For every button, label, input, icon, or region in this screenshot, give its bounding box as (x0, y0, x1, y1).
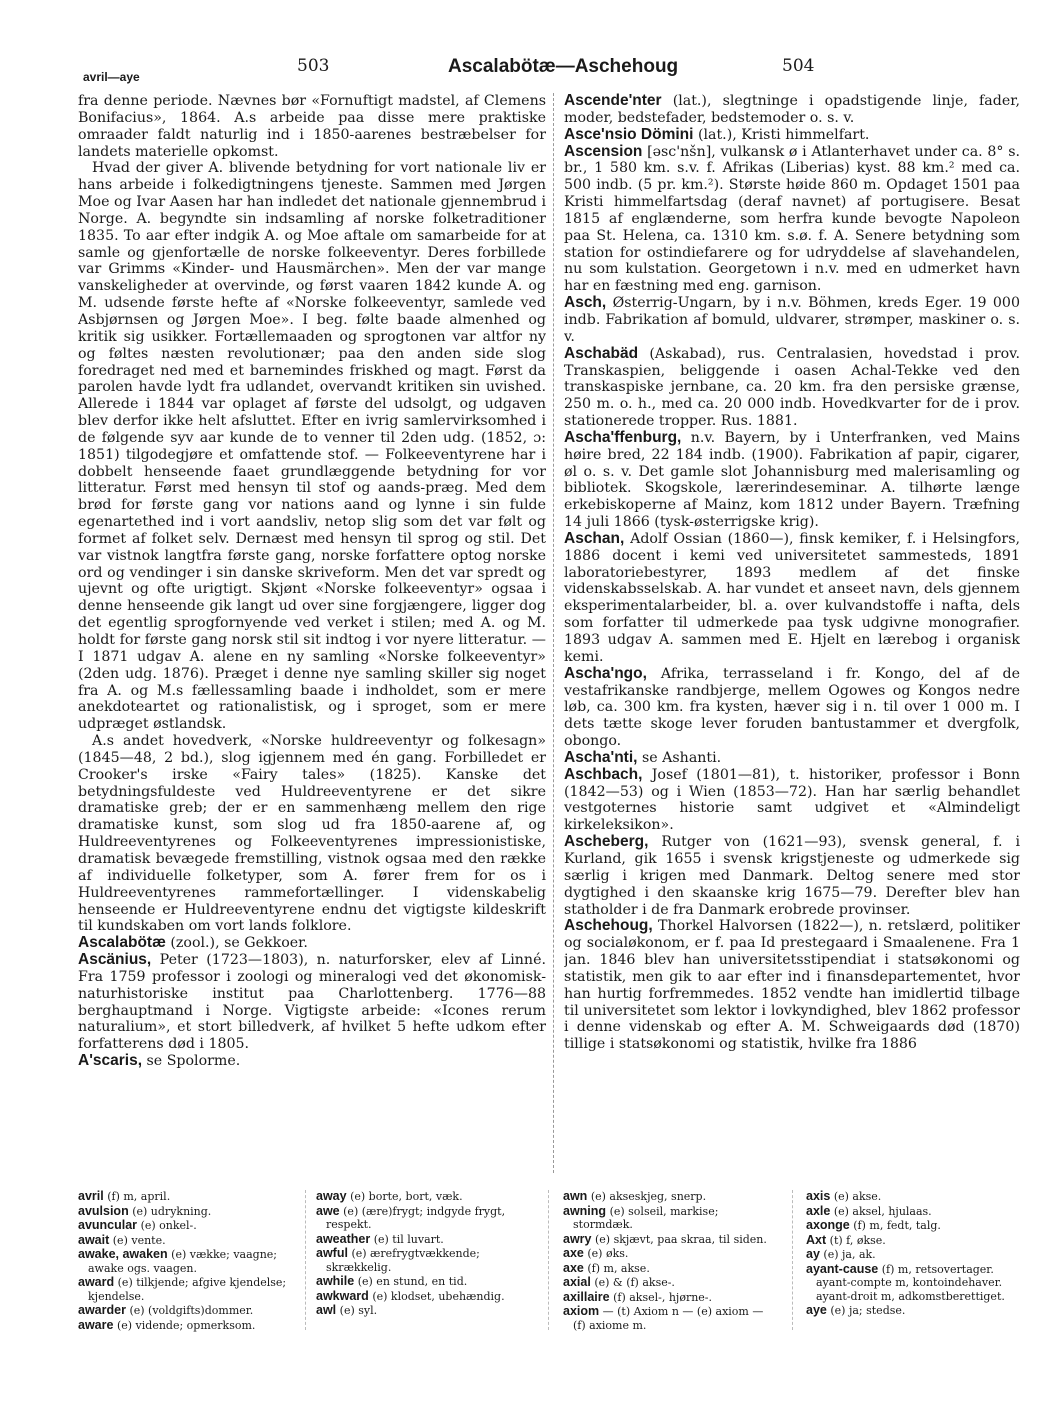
glossary-word: awhile (316, 1274, 355, 1288)
glossary-entry (563, 1233, 775, 1247)
entry-headword: Ascalabötæ (78, 934, 166, 952)
glossary-gloss: (e) borte, bort, væk. (350, 1190, 463, 1203)
body-paragraph: Hvad der giver A. blivende betydning for vort nationale liv er hans arbeide i folkedigtningens tjeneste. Sammen med Jørgen Moe og Ivar Aasen har han indledet det nationale gjennembrud i Norge. A. begyndte sin indsamling af norske folketraditioner 1835. To aar efter indgik A. og Moe aftale om samarbeide for at samle og gjenfortælle de norske folkeeventyr. Deres forbillede var Grimms «Kinder- und Hausmärchen». Men der var mange vanskeligheder at overvinde, og først vaaren 1842 kunde A. og M. udsende første hefte af «Norske folkeeventyr, samlede ved Asbjørnsen og Jørgen Moe». I beg. følte baade almenhed og kritik sig usikker. Fortællemaaden og sprogtonen var altfor ny og føltes næsten revolutionær; paa den anden side slog foredraget ned med et barnemindes friskhed og magt. Først da parolen havde lydt fra udlandet, overvandt kritiken sin uvished. Allerede i 1844 var oplaget af første del udsolgt, og udgaven blev derfor ikke helt afsluttet. Efter en ivrig samlervirksomhed i de følgende syv aar kunde de to venner til 2den udg. (1852, ɔ: 1851) tilgodegjøre et omfattende stof. — Folkeeventyrene har i dobbelt henseende faaet grundlæggende betydning for vor litteratur. Først med hensyn til stof og aands-præg. Med dem brød for første gang vor nations aand og lynne i sin fulde egenartethed ind i vort aandsliv, netop slig som det var følt og formet af folket selv. Dernæst med hensyn til sprog og stil. Det var vistnok langtfra første gang, norske forfattere optog norske ord og vendinger i sin danske skriveform. Men det var spredt og ujevnt og ofte urigtigt. Skjønt «Norske folkeeventyr» ogsaa i denne henseende gik langt ud over sine forgjængere, ligger dog det egentlig sprogfornyende ved verket i stilen; med A. og M. holdt for første gang norsk stil sit indtog i vor nyere litteratur. — I 1871 udgav A. alene en ny samling «Norske folkeeventyr» (2den udg. 1876). Præget i denne nye samling skiller sig noget fra A. og M.s fællessamling baade i indholdet, som er mere anekdoteartet og rationalistisk, og i sproget, som er mere udpræget østlandsk. (78, 160, 546, 733)
entry (564, 346, 1020, 430)
column-divider (553, 93, 554, 1173)
glossary-gloss: (e) akse. (833, 1190, 882, 1203)
glossary-word: awl (316, 1303, 337, 1317)
entry (564, 295, 1020, 346)
glossary-entry (806, 1219, 1024, 1233)
page-header (0, 56, 1064, 86)
entry-headword: Asch, (564, 294, 607, 312)
glossary-gloss: — (t) Axiom n — (e) axiom — (f) axiome m. (573, 1305, 764, 1332)
glossary-word: axillaire (563, 1289, 610, 1304)
glossary-entry (806, 1190, 1024, 1204)
glossary-entry (806, 1248, 1024, 1262)
entry-headword: Ascende'nter (564, 93, 662, 109)
glossary-entry (563, 1247, 775, 1261)
glossary-entry (316, 1233, 526, 1247)
glossary-entry (563, 1190, 775, 1204)
glossary-gloss: (e) en stund, en tid. (357, 1275, 468, 1288)
glossary-gloss: (f) m, retsovertager. ayant-compte m, kontoindehaver. ayant-droit m, adkomstberettiget. (816, 1262, 1005, 1303)
glossary-word: awake, awaken (78, 1247, 168, 1261)
entry-headword: Ascha'ngo, (564, 664, 647, 682)
glossary-word: aware (78, 1317, 114, 1332)
entry (564, 127, 1020, 144)
glossary-word: awe (316, 1203, 340, 1218)
body-paragraph: fra denne periode. Nævnes bør «Fornuftigt madstel, af Clemens Bonifacius», 1864. A.s arbeide paa disse mere praktiske omraader faldt naturlig ind i 1850-aarenes bestræbelser for landets materielle opkomst. (78, 93, 546, 160)
glossary-word: await (78, 1232, 110, 1247)
glossary-entry (563, 1276, 775, 1290)
glossary-word: awn (563, 1190, 588, 1203)
glossary-gloss: (t) f, økse. (829, 1233, 886, 1247)
glossary-divider (305, 1190, 306, 1330)
glossary-gloss: (e) & (f) akse-. (594, 1276, 675, 1289)
glossary-gloss: (e) udrykning. (132, 1204, 212, 1218)
entry-text: (lat.), slegtninge i opadstigende linje, fader, moder, bedstefader, bedstemoder o. s. v. (564, 93, 1020, 126)
left-column (78, 93, 546, 1175)
glossary-word: ayant-cause (806, 1261, 879, 1276)
glossary-entry (316, 1205, 526, 1232)
glossary-entry (78, 1219, 293, 1233)
entry (564, 918, 1020, 1053)
glossary-divider (792, 1190, 793, 1330)
entry-headword: Aschan, (564, 529, 625, 547)
entry-headword: Asce'nsio Dömini (564, 125, 694, 143)
glossary-word: award (78, 1275, 115, 1289)
glossary-entry (78, 1319, 293, 1333)
glossary-word: axonge (806, 1218, 850, 1232)
entry-text: se Ashanti. (641, 749, 722, 766)
glossary-column-1 (78, 1190, 293, 1340)
glossary-entry (806, 1263, 1024, 1304)
glossary-word: awarder (78, 1303, 126, 1317)
glossary-entry (78, 1276, 293, 1303)
entry (78, 952, 546, 1053)
glossary-word: Axt (806, 1232, 827, 1247)
glossary-word: axe (563, 1260, 584, 1275)
entry-headword: A'scaris, (78, 1052, 143, 1070)
entry-text: Thorkel Halvorsen (1822—), n. retslærd, politiker og socialøkonom, er f. paa Id prestegaard i Smaalenene. Fra 1 jan. 1846 blev han universitetsstipendiat i statsøkonomi og statistik, men gik to aar efter ind i finansdepartementet, hvor han hurtig forfremmedes. 1852 vendte han imidlertid tilbage til universitetet som lektor i lovkyndighed, blev 1862 professor i denne videnskab og efter A. M. Schweigaards død (1870) tillige i statsøkonomi og statistik, hvilke fra 1886 (564, 918, 1020, 1053)
glossary-word: aweather (316, 1231, 371, 1246)
glossary-word: away (316, 1190, 347, 1203)
glossary-entry (78, 1190, 293, 1204)
glossary-footer (78, 1190, 1024, 1340)
glossary-gloss: (e) til luvart. (373, 1232, 444, 1246)
entry-text: se Spolorme. (146, 1053, 241, 1070)
entry-text: Adolf Ossian (1860—), finsk kemiker, f. i Helsingfors, 1886 docent i kemi ved universitetet sammesteds, 1891 laboratoriebestyrer, 1893 medlem af det finske videnskabsselskab. A. har vundet et anseet navn, dels gjennem eksperimentalarbeider, bl. a. over kulvandstoffe i nafta, dels som forfatter til udmerkede paa tysk udgivne monografier. 1893 udgav A. sammen med E. Hjelt en lærebog i organisk kemi. (564, 530, 1020, 665)
entry (78, 1053, 546, 1070)
glossary-column-4 (806, 1190, 1024, 1340)
glossary-gloss: (e) ærefrygtvækkende; skrækkelig. (326, 1247, 480, 1274)
entry-text: Østerrig-Ungarn, by i n.v. Böhmen, kreds Eger. 19 000 indb. Fabrikation af bomuld, uldvarer, strømper, maskiner o. s. v. (564, 295, 1020, 345)
page-title: Ascalabötæ—Aschehoug (448, 56, 679, 77)
glossary-entry (78, 1248, 293, 1275)
glossary-gloss: (e) aksel, hjulaas. (833, 1204, 932, 1218)
entry-text: (Askabad), rus. Centralasien, hovedstad i prov. Transkaspien, beliggende i oasen Achal-Tekke ved den transkaspiske jernbane, ca. 20 km. fra den persiske grænse, 250 m. o. h., med ca. 20 000 indb. Hovedkvarter for de i prov. stationerede tropper. Rus. 1881. (564, 345, 1020, 430)
entry (564, 430, 1020, 531)
glossary-entry (806, 1234, 1024, 1248)
entry-text: Afrika, terrasseland i fr. Kongo, del af de vestafrikanske randbjerge, mellem Ogowes og Kongos nedre løb, ca. 300 km. fra kysten, hæver sig i n. til over 1 000 m. I dets tætte skoge lever foruden bantustammer et dvergfolk, obongo. (564, 665, 1020, 750)
glossary-word: axiom (563, 1304, 600, 1318)
glossary-gloss: (e) solseil, markise; stormdæk. (573, 1204, 719, 1231)
glossary-word: axe (563, 1246, 584, 1260)
glossary-gloss: (e) vente. (112, 1233, 166, 1247)
glossary-gloss: (e) skjævt, paa skraa, til siden. (595, 1232, 767, 1246)
glossary-word: ay (806, 1247, 820, 1261)
glossary-gloss: (e) akseskjeg, snerp. (590, 1190, 707, 1203)
glossary-gloss: (e) tilkjende; afgive kjendelse; kjendelse. (88, 1276, 287, 1303)
glossary-gloss: (e) ja, ak. (823, 1248, 876, 1261)
entry-text: Rutger von (1621—93), svensk general, f. i Kurland, gik 1655 i svensk krigstjeneste og udmerkede sig særlig i krigen med Danmark. Deltog senere med stor dygtighed i den skaanske krig 1675—79. Derefter blev han statholder i de fra Danmark erobrede provinser. (564, 834, 1020, 918)
glossary-gloss: (f) m, akse. (587, 1261, 650, 1275)
entry-text: n.v. Bayern, by i Unterfranken, ved Mains høire bred, 22 184 indb. (1900). Fabrikation af papir, cigarer, øl o. s. v. Det gamle slot Johannisburg med malerisamling og bibliotek. Skogskole, lærerindeseminar. A. tilhørte længe erkebiskoperne af Mainz, kom 1812 under Bayern. Træfning 14 juli 1866 (tysk-østerrigske krig). (564, 429, 1020, 531)
glossary-column-3 (563, 1190, 775, 1340)
left-page-number: 503 (297, 56, 330, 76)
glossary-word: awful (316, 1246, 348, 1260)
entry (564, 144, 1020, 296)
glossary-gloss: (e) (voldgifts)dommer. (129, 1304, 254, 1317)
glossary-word: awning (563, 1203, 607, 1218)
glossary-column-2 (316, 1190, 526, 1340)
glossary-entry (316, 1190, 526, 1204)
glossary-entry (316, 1247, 526, 1274)
glossary-word: avuncular (78, 1218, 138, 1232)
glossary-word: awkward (316, 1288, 369, 1303)
glossary-word: axle (806, 1203, 831, 1218)
glossary-entry (316, 1290, 526, 1304)
entry-headword: Ascänius, (78, 951, 152, 969)
entry (564, 531, 1020, 666)
glossary-entry (78, 1234, 293, 1248)
glossary-entry (563, 1262, 775, 1276)
glossary-divider (548, 1190, 549, 1330)
glossary-gloss: (f) m, fedt, talg. (853, 1219, 941, 1232)
entry (564, 666, 1020, 750)
running-head: avril—aye (83, 70, 140, 84)
glossary-gloss: (e) øks. (587, 1247, 629, 1260)
glossary-gloss: (e) ja; stedse. (830, 1304, 906, 1317)
entry (78, 935, 546, 952)
glossary-gloss: (e) vidende; opmerksom. (116, 1318, 256, 1332)
glossary-gloss: (e) klodset, ubehændig. (372, 1289, 505, 1303)
glossary-gloss: (e) (ære)frygt; indgyde frygt, respekt. (326, 1204, 506, 1231)
glossary-gloss: (f) m, april. (107, 1190, 171, 1203)
glossary-entry (806, 1205, 1024, 1219)
glossary-entry (563, 1305, 775, 1332)
entry-headword: Aschabäd (564, 344, 639, 362)
entry-headword: Aschbach, (564, 765, 643, 783)
glossary-gloss: (e) onkel-. (140, 1219, 197, 1232)
entry-headword: Ascheberg, (564, 833, 649, 851)
glossary-gloss: (e) vække; vaagne; awake ogs. vaagen. (88, 1248, 278, 1275)
entry-headword: Ascha'nti, (564, 748, 638, 766)
entry-text: (lat.), Kristi himmelfart. (697, 126, 870, 143)
glossary-word: awry (563, 1231, 592, 1246)
entry-text: (zool.), se Gekkoer. (170, 935, 308, 952)
entry-text: Josef (1801—81), t. historiker, professor i Bonn (1842—53) og i Wien (1853—72). Han har særlig behandlet vestgoternes historie samt udgivet et «Almindeligt kirkeleksikon». (564, 766, 1020, 834)
glossary-entry (316, 1275, 526, 1289)
glossary-entry (78, 1205, 293, 1219)
glossary-word: axis (806, 1190, 831, 1203)
entry-text: Peter (1723—1803), n. naturforsker, elev af Linné. Fra 1759 professor i zoologi og mineralogi ved det økonomisk-naturhistoriske institut paa Charlottenberg. 1776—88 berghauptmand i Norge. Vigtigste arbeide: «Icones rerum naturalium», et stort billedverk, af hvilket 5 hefte udkom efter forfatterens død i 1805. (78, 952, 546, 1053)
glossary-gloss: (f) aksel-, hjørne-. (613, 1290, 713, 1304)
glossary-entry (316, 1304, 526, 1318)
entry (564, 834, 1020, 918)
entry-text: [əsc'nšn], vulkansk ø i Atlanterhavet under ca. 8° s. br., 1 580 km. s.v. f. Afrikas (Liberias) kyst. 88 km.² med ca. 500 indb. (5 pr. km.²). Største høide 860 m. Opdaget 1501 paa Kristi himmelfartsdag (deraf navnet) af portugisere. Besat 1815 af englænderne, som herfra kunde bevogte Napoleon paa St. Helena, ca. 1310 km. s.ø. f. A. Senere betydning som station for ostindiefarere og for udryddelse af slavehandelen, nu som kulstation. Georgetown i n.v. med en udmerket havn har en fæstning med eng. garnison. (564, 143, 1020, 295)
body-paragraph: A.s andet hovedverk, «Norske huldreeventyr og folkesagn» (1845—48, 2 bd.), slog igjennem med én gang. Forbilledet er Crooker's irske «Fairy tales» (1825). Kanske det betydningsfuldeste ved Huldreeventyrene er det sikre dramatiske greb; der er en sammenhæng mellem den rige dramatiske kunst, som slog ud fra 1850-aarene af, og Huldreeventyrenes og Folkeeventyrenes impressionistiske, dramatisk bevægede fremstilling, vistnok ogsaa med den række af individuelle folketyper, som A. fører frem for os i Huldreeventyrenes rammefortællinger. I videnskabelig henseende er Huldreeventyrene endnu det vigtigste kildeskrift til kundskaben om vort lands folklore. (78, 733, 546, 935)
glossary-word: aye (806, 1303, 827, 1317)
entry-headword: Ascha'ffenburg, (564, 428, 682, 446)
entry-headword: Aschehoug, (564, 917, 653, 935)
glossary-entry (78, 1304, 293, 1318)
glossary-word: axial (563, 1275, 591, 1289)
entry (564, 93, 1020, 127)
glossary-entry (563, 1291, 775, 1305)
right-column (564, 93, 1020, 1175)
glossary-gloss: (e) syl. (339, 1304, 378, 1317)
entry (564, 767, 1020, 834)
glossary-word: avulsion (78, 1203, 129, 1218)
entry-headword: Ascension (564, 142, 643, 160)
entry (564, 750, 1020, 767)
glossary-word: avril (78, 1190, 104, 1203)
glossary-entry (563, 1205, 775, 1232)
right-page-number: 504 (782, 56, 815, 76)
glossary-entry (806, 1304, 1024, 1318)
